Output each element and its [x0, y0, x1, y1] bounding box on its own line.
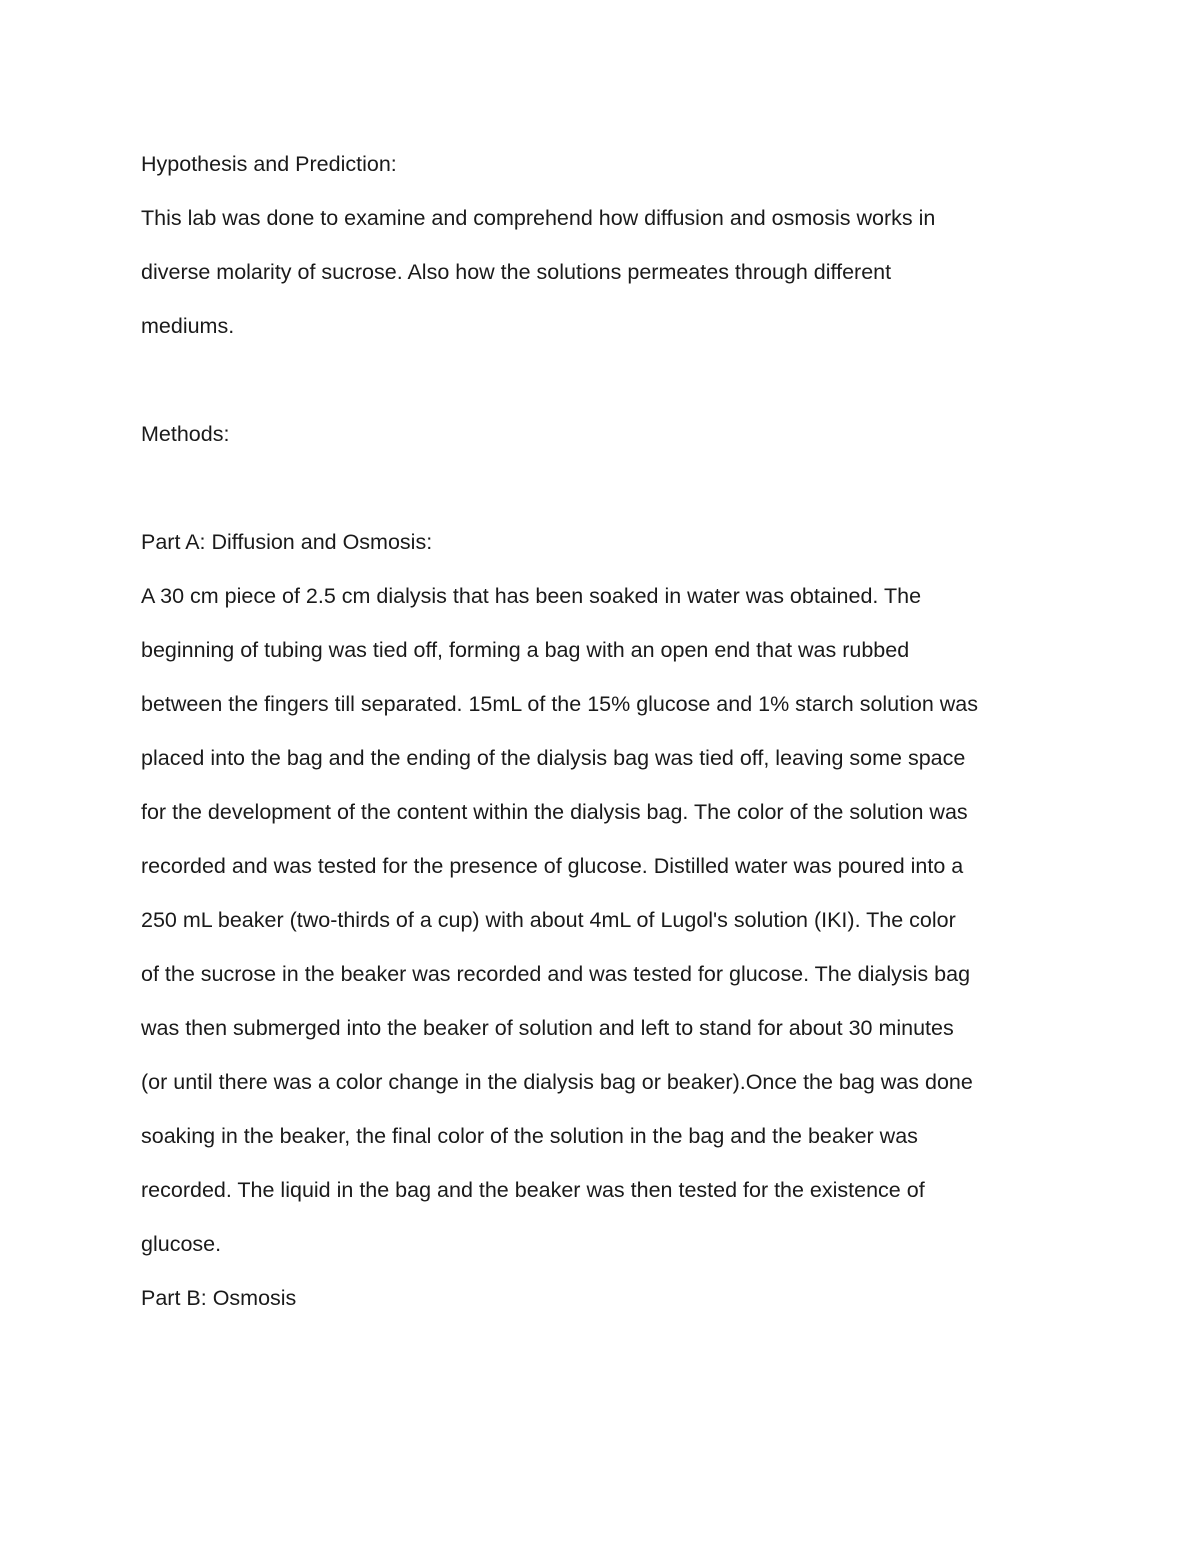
blank-line — [141, 353, 1081, 407]
part-a-heading: Part A: Diffusion and Osmosis: — [141, 530, 433, 554]
paragraph-line: This lab was done to examine and comprehend how diffusion and osmosis works in — [141, 206, 936, 230]
paragraph-line: between the fingers till separated. 15mL of the 15% glucose and 1% starch solution was — [141, 692, 979, 716]
document-body — [141, 137, 1081, 1325]
paragraph-line: soaking in the beaker, the final color of the solution in the bag and the beaker was — [141, 1124, 918, 1148]
paragraph-line: was then submerged into the beaker of solution and left to stand for about 30 minutes — [141, 1016, 954, 1040]
part-a-paragraph — [141, 569, 1081, 1271]
paragraph-line: 250 mL beaker (two-thirds of a cup) with about 4mL of Lugol's solution (IKI). The color — [141, 908, 956, 932]
paragraph-line: diverse molarity of sucrose. Also how the solutions permeates through different — [141, 260, 892, 284]
hypothesis-paragraph — [141, 191, 1081, 353]
paragraph-line: recorded. The liquid in the bag and the beaker was then tested for the existence of — [141, 1178, 925, 1202]
paragraph-line: recorded and was tested for the presence of glucose. Distilled water was poured into a — [141, 854, 964, 878]
paragraph-line: beginning of tubing was tied off, forming a bag with an open end that was rubbed — [141, 638, 910, 662]
paragraph-line: placed into the bag and the ending of the dialysis bag was tied off, leaving some space — [141, 746, 966, 770]
methods-heading: Methods: — [141, 422, 230, 446]
part-b-heading: Part B: Osmosis — [141, 1286, 297, 1310]
paragraph-line: (or until there was a color change in the dialysis bag or beaker).Once the bag was done — [141, 1070, 973, 1094]
hypothesis-heading: Hypothesis and Prediction: — [141, 152, 397, 176]
paragraph-line: for the development of the content within the dialysis bag. The color of the solution was — [141, 800, 968, 824]
blank-line — [141, 461, 1081, 515]
paragraph-line: mediums. — [141, 314, 235, 338]
paragraph-line: A 30 cm piece of 2.5 cm dialysis that has been soaked in water was obtained. The — [141, 584, 922, 608]
paragraph-line: of the sucrose in the beaker was recorded and was tested for glucose. The dialysis bag — [141, 962, 971, 986]
paragraph-line: glucose. — [141, 1232, 222, 1256]
